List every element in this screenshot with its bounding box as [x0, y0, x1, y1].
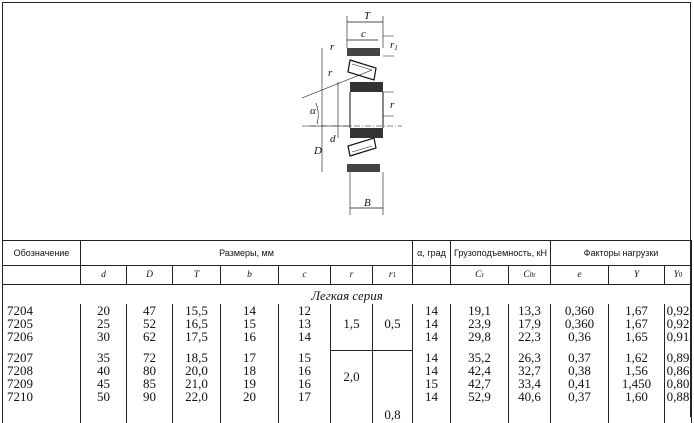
sub-b: b	[221, 266, 279, 285]
cell-C0: 22,3	[509, 330, 551, 343]
cell-C: 35,2	[451, 351, 509, 364]
cell-d: 45	[81, 377, 127, 390]
cell-r1-group1: 0,5	[373, 304, 413, 343]
cell-Y0: 0,89	[665, 351, 692, 364]
cell-c: 15	[279, 351, 331, 364]
header-alpha: α, град	[413, 241, 451, 266]
cell-d: 30	[81, 330, 127, 343]
cell-b: 16	[221, 330, 279, 343]
cell-C: 23,9	[451, 317, 509, 330]
cell-r-group2: 2,0	[331, 351, 373, 403]
cell-C0: 13,3	[509, 304, 551, 317]
cell-b: 18	[221, 364, 279, 377]
sub-e: e	[551, 266, 609, 285]
sub-T: T	[173, 266, 221, 285]
cell-Y: 1,65	[609, 330, 665, 343]
cell-c: 14	[279, 330, 331, 343]
sub-r: r	[331, 266, 373, 285]
cell-d: 20	[81, 304, 127, 317]
cell-C: 42,4	[451, 364, 509, 377]
sub-D: D	[127, 266, 173, 285]
cell-b: 14	[221, 304, 279, 317]
row-designation: 7210	[3, 390, 81, 403]
sub-C: Cr	[451, 266, 509, 285]
cell-e: 0,360	[551, 317, 609, 330]
bearing-table	[2, 240, 692, 423]
cell-D: 85	[127, 377, 173, 390]
bearing-drawing	[290, 8, 420, 223]
cell-alpha: 14	[413, 317, 451, 330]
cell-e: 0,38	[551, 364, 609, 377]
cell-T: 22,0	[173, 390, 221, 403]
cell-Y0: 0,80	[665, 377, 692, 390]
row-designation: 7209	[3, 377, 81, 390]
sub-Y0: Y0	[665, 266, 692, 285]
cell-Y: 1,60	[609, 390, 665, 403]
cell-alpha: 14	[413, 330, 451, 343]
cell-e: 0,41	[551, 377, 609, 390]
sub-C0: C0r	[509, 266, 551, 285]
label-r-left: r	[328, 67, 333, 79]
cell-r1-group2: 0,8	[373, 403, 413, 423]
cell-b: 19	[221, 377, 279, 390]
label-r1-right: r1	[390, 39, 398, 52]
cell-e: 0,360	[551, 304, 609, 317]
cell-C0: 33,4	[509, 377, 551, 390]
cell-b: 15	[221, 317, 279, 330]
cell-T: 17,5	[173, 330, 221, 343]
header-factors: Факторы нагрузки	[551, 241, 692, 266]
sub-Y: Y	[609, 266, 665, 285]
cell-c: 12	[279, 304, 331, 317]
cell-T: 20,0	[173, 364, 221, 377]
row-designation: 7207	[3, 351, 81, 364]
cell-c: 17	[279, 390, 331, 403]
cell-r-group1: 1,5	[331, 304, 373, 343]
cell-e: 0,37	[551, 390, 609, 403]
label-T: T	[364, 10, 371, 22]
cell-b: 20	[221, 390, 279, 403]
sub-d: d	[81, 266, 127, 285]
cell-alpha: 14	[413, 351, 451, 364]
label-D: D	[314, 145, 322, 157]
cell-Y: 1,67	[609, 304, 665, 317]
row-designation: 7208	[3, 364, 81, 377]
cell-C0: 26,3	[509, 351, 551, 364]
cell-c: 13	[279, 317, 331, 330]
cell-c: 16	[279, 377, 331, 390]
cell-T: 21,0	[173, 377, 221, 390]
label-B: B	[364, 197, 371, 209]
cell-C0: 32,7	[509, 364, 551, 377]
cell-Y0: 0,91	[665, 330, 692, 343]
cell-c: 16	[279, 364, 331, 377]
cell-Y0: 0,92	[665, 304, 692, 317]
cell-Y: 1,62	[609, 351, 665, 364]
sub-c: c	[279, 266, 331, 285]
cell-C: 42,7	[451, 377, 509, 390]
cell-C0: 40,6	[509, 390, 551, 403]
row-designation: 7205	[3, 317, 81, 330]
row-designation: 7206	[3, 330, 81, 343]
cell-T: 16,5	[173, 317, 221, 330]
cell-d: 25	[81, 317, 127, 330]
cell-D: 62	[127, 330, 173, 343]
header-dimensions: Размеры, мм	[81, 241, 413, 266]
cell-e: 0,36	[551, 330, 609, 343]
label-alpha: α	[310, 105, 316, 117]
label-r-top: r	[330, 41, 335, 53]
cell-Y0: 0,92	[665, 317, 692, 330]
cell-alpha: 15	[413, 377, 451, 390]
label-c: c	[361, 28, 366, 40]
cell-alpha: 14	[413, 304, 451, 317]
cell-d: 50	[81, 390, 127, 403]
cell-C: 19,1	[451, 304, 509, 317]
cell-Y: 1,56	[609, 364, 665, 377]
row-designation: 7204	[3, 304, 81, 317]
cell-b: 17	[221, 351, 279, 364]
cell-Y0: 0,86	[665, 364, 692, 377]
cell-T: 18,5	[173, 351, 221, 364]
cell-D: 72	[127, 351, 173, 364]
cell-d: 35	[81, 351, 127, 364]
cell-T: 15,5	[173, 304, 221, 317]
cell-Y0: 0,88	[665, 390, 692, 403]
cell-C: 29,8	[451, 330, 509, 343]
header-designation: Обозначение	[3, 241, 81, 266]
cell-C0: 17,9	[509, 317, 551, 330]
cell-Y: 1,450	[609, 377, 665, 390]
cell-D: 80	[127, 364, 173, 377]
cell-alpha: 14	[413, 390, 451, 403]
series-label: Легкая серия	[3, 285, 692, 305]
cell-e: 0,37	[551, 351, 609, 364]
cell-Y: 1,67	[609, 317, 665, 330]
cell-D: 47	[127, 304, 173, 317]
label-d: d	[330, 133, 336, 145]
sub-r1: r1	[373, 266, 413, 285]
label-r-right: r	[390, 99, 395, 111]
cell-C: 52,9	[451, 390, 509, 403]
cell-D: 52	[127, 317, 173, 330]
cell-d: 40	[81, 364, 127, 377]
cell-D: 90	[127, 390, 173, 403]
header-capacity: Грузоподъемность, кН	[451, 241, 551, 266]
cell-alpha: 14	[413, 364, 451, 377]
